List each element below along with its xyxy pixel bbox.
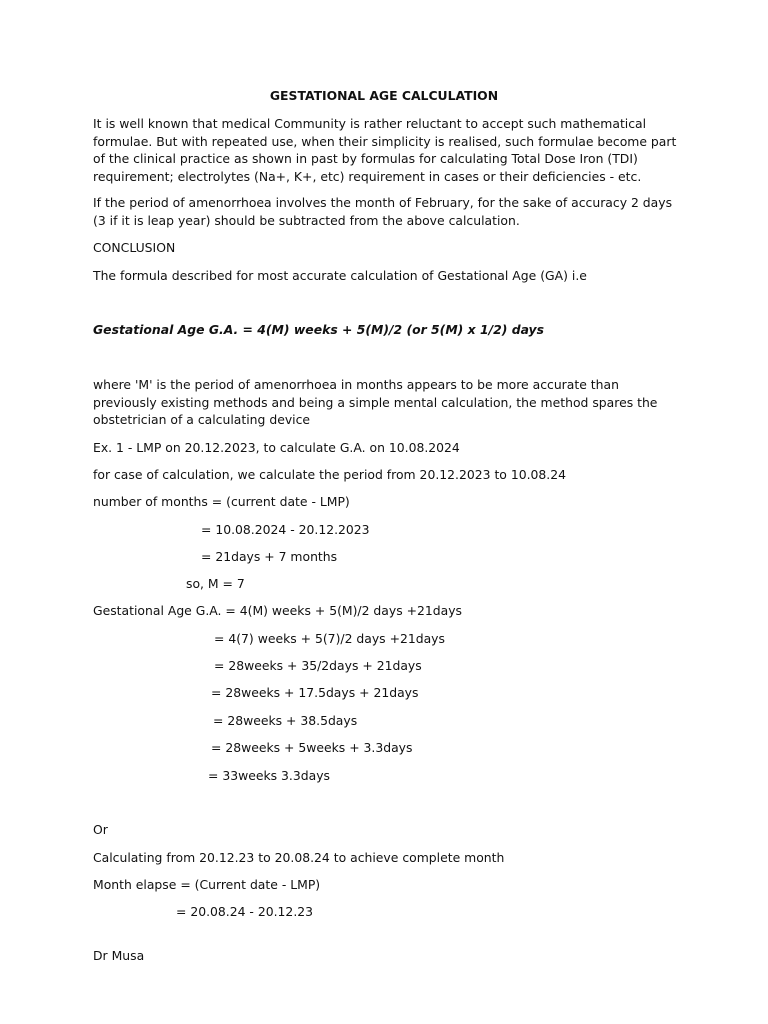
intro-paragraph: It is well known that medical Community is rather reluctant to accept such mathematical formulae. But with repeated use, when their simplicity is realised, such formulae become part of the clinical practice as shown in past by formulas for calculating Total Dose Iron (TDI) requirement; electrolytes (Na+, K+, etc) requirement in cases or their deficiencies - etc. [93, 116, 677, 184]
february-note-paragraph: If the period of amenorrhoea involves the month of February, for the sake of accuracy 2 days (3 if it is leap year) should be subtracted from the above calculation. [93, 195, 673, 228]
or-label: Or [93, 822, 108, 837]
formula-intro: The formula described for most accurate calculation of Gestational Age (GA) i.e [93, 268, 587, 283]
ga-step-1: = 4(7) weeks + 5(7)/2 days +21days [214, 631, 445, 646]
ga-step-3: = 28weeks + 17.5days + 21days [211, 685, 419, 700]
months-step-1: = 10.08.2024 - 20.12.2023 [201, 522, 370, 537]
document-title: GESTATIONAL AGE CALCULATION [269, 88, 499, 103]
ga-step-4: = 28weeks + 38.5days [213, 713, 358, 728]
alternative-line-1: Calculating from 20.12.23 to 20.08.24 to achieve complete month [93, 850, 505, 865]
alternative-line-3: = 20.08.24 - 20.12.23 [176, 904, 314, 919]
ga-calculation-line: Gestational Age G.A. = 4(M) weeks + 5(M)/2 days +21days [93, 603, 463, 618]
formula-explanation: where 'M' is the period of amenorrhoea in months appears to be more accurate than previously existing methods and being a simple mental calculation, the method spares the obstetrician of a calculating device [93, 377, 658, 427]
ga-formula: Gestational Age G.A. = 4(M) weeks + 5(M)/2 (or 5(M) x 1/2) days [93, 322, 544, 337]
author-signature: Dr Musa [93, 948, 145, 963]
ga-step-5: = 28weeks + 5weeks + 3.3days [211, 740, 413, 755]
example-case-line: for case of calculation, we calculate the period from 20.12.2023 to 10.08.24 [93, 467, 566, 482]
months-line: number of months = (current date - LMP) [93, 494, 350, 509]
ga-step-2: = 28weeks + 35/2days + 21days [214, 658, 422, 673]
ga-result: = 33weeks 3.3days [208, 768, 330, 783]
months-step-2: = 21days + 7 months [201, 549, 338, 564]
alternative-line-2: Month elapse = (Current date - LMP) [93, 877, 321, 892]
months-result: so, M = 7 [186, 576, 245, 591]
conclusion-heading: CONCLUSION [93, 240, 176, 255]
example-heading: Ex. 1 - LMP on 20.12.2023, to calculate G.A. on 10.08.2024 [93, 440, 460, 455]
